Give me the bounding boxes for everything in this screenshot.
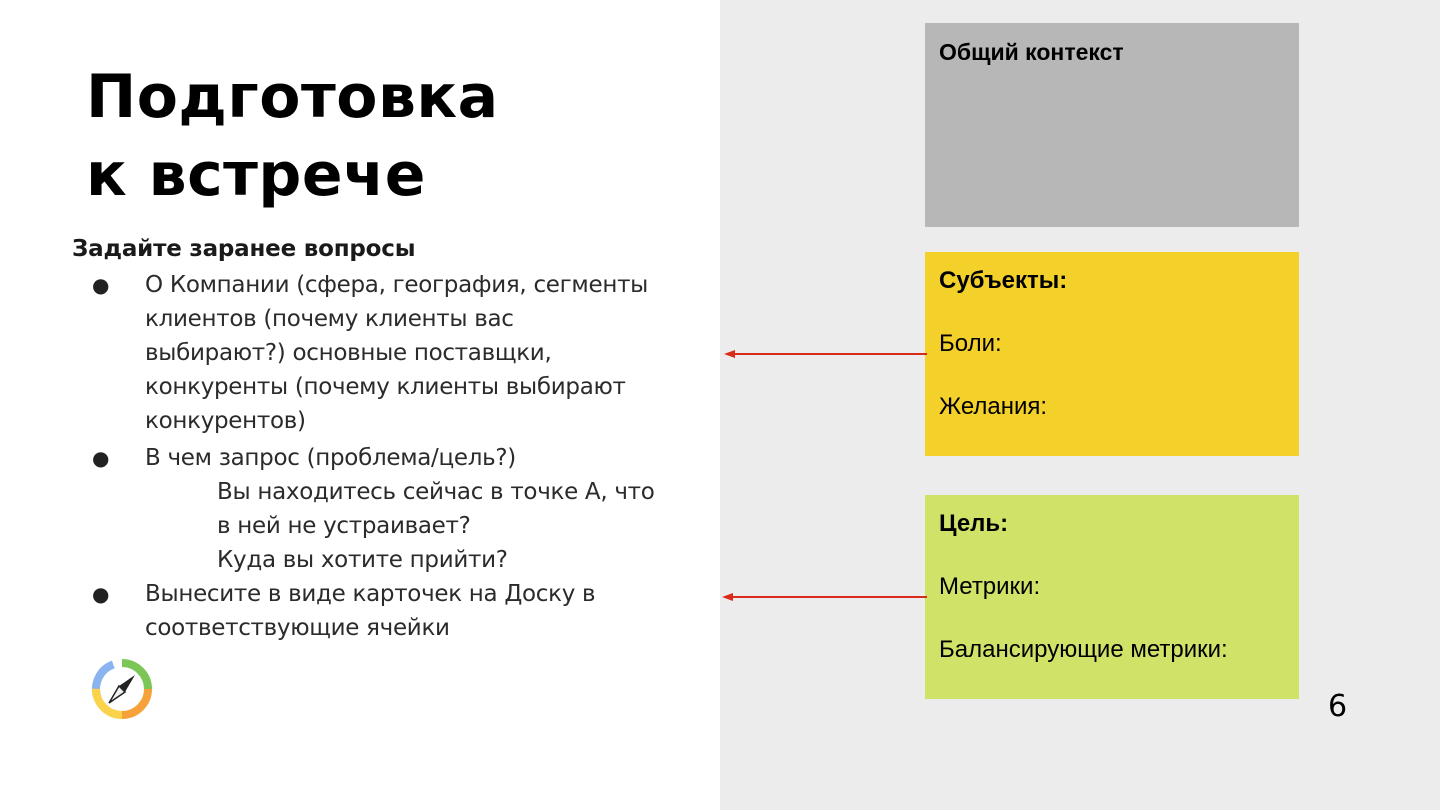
arrow-to-goal	[720, 587, 930, 607]
goal-card-title: Цель:	[939, 510, 1009, 537]
bullet-marker: ●	[92, 582, 110, 606]
slide-title-line-1: Подготовка	[86, 62, 499, 132]
goal-card	[925, 495, 1299, 699]
balancing-metrics-label: Балансирующие метрики:	[939, 636, 1228, 663]
compass-icon	[88, 655, 156, 723]
list-item-text: В чем запрос (проблема/цель?)	[145, 445, 516, 471]
page-number: 6	[1328, 689, 1348, 724]
pains-label: Боли:	[939, 330, 1002, 357]
bullet-marker: ●	[92, 446, 110, 470]
subjects-card-title: Субъекты:	[939, 267, 1068, 294]
subheading: Задайте заранее вопросы	[72, 236, 416, 262]
wishes-label: Желания:	[939, 393, 1048, 420]
bullet-marker: ●	[92, 273, 110, 297]
arrow-to-subjects	[720, 344, 930, 364]
list-item-text: О Компании (сфера, география, сегменты клиентов (почему клиенты вас выбирают?) основные поставщки, конкуренты (почему клиенты выбирают конкурентов)	[145, 272, 649, 434]
metrics-label: Метрики:	[939, 573, 1041, 600]
list-item-subtext: Вы находитесь сейчас в точке А, что в ней не устраивает? Куда вы хотите прийти?	[217, 479, 655, 573]
slide-title-line-2: к встрече	[86, 140, 426, 210]
subjects-card	[925, 252, 1299, 456]
context-card	[925, 23, 1299, 227]
context-card-title: Общий контекст	[939, 39, 1124, 65]
slide-title	[86, 58, 499, 214]
list-item-text: Вынесите в виде карточек на Доску в соответствующие ячейки	[145, 581, 596, 641]
